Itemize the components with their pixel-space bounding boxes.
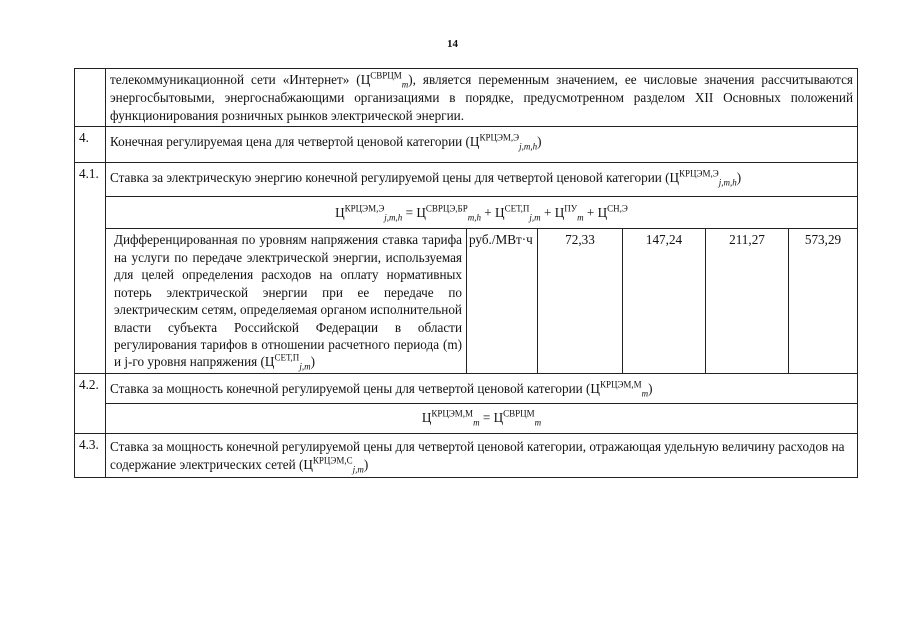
intro-sym-sub: m bbox=[401, 79, 409, 90]
formula-4-1: $Ц^{КРЦЭМ,Э}_{j,m,h} = Ц^{СВРЦЭ,БР}_{m,h} + Ц^{СЕТ,П}_{j,m} + Ц^{ПУ}_m + Ц^{СН,Э}$ bbox=[106, 197, 858, 229]
row-number-4-2: 4.2. bbox=[75, 373, 106, 433]
intro-text-cell bbox=[106, 69, 858, 127]
intro-text-before: телекоммуникационной сети «Интернет» (Ц bbox=[110, 72, 371, 87]
table-row-4 bbox=[75, 127, 858, 163]
row-number-4-3: 4.3. bbox=[75, 433, 106, 478]
value-cell-1: 72,33 bbox=[538, 229, 623, 373]
formula-4-2: $Ц^{КРЦЭМ,М}_m = Ц^{СВРЦМ}_m$ bbox=[106, 403, 858, 433]
intro-text-after: ), является переменным значением, ее числовые значения рассчитываются энергосбытовыми, энергоснабжающими организациями в порядке, предусмотренном разделом XII Основных положений функционирования розничных рынков электрической энергии. bbox=[110, 72, 853, 123]
table-row-4-2 bbox=[75, 373, 858, 403]
row-4-1-title: Ставка за электрическую энергию конечной регулируемой цены для четвертой ценовой категории $(Ц^{КРЦЭМ,Э}_{j,m,h})$ bbox=[106, 163, 858, 197]
value-cell-4: 573,29 bbox=[789, 229, 858, 373]
row-4-title: Конечная регулируемая цена для четвертой ценовой категории $(Ц^{КРЦЭМ,Э}_{j,m,h})$ bbox=[106, 127, 858, 163]
page-number: 14 bbox=[447, 38, 458, 50]
tariff-table bbox=[74, 68, 858, 478]
table-row-4-2-formula bbox=[75, 403, 858, 433]
table-row-4-1-values bbox=[75, 229, 858, 373]
row-4-3-title: Ставка за мощность конечной регулируемой цены для четвертой ценовой категории, отражающая удельную величину расходов на содержание электрических сетей $(Ц^{КРЦЭМ,С}_{j,m})$ bbox=[106, 433, 858, 478]
table-row-4-1 bbox=[75, 163, 858, 197]
table-row-4-3 bbox=[75, 433, 858, 478]
row-number-4-1: 4.1. bbox=[75, 163, 106, 373]
unit-cell: руб./МВт·ч bbox=[467, 229, 538, 373]
intro-sym-sup: СВРЦМ bbox=[370, 70, 402, 81]
row-number-4: 4. bbox=[75, 127, 106, 163]
row-4-2-title: Ставка за мощность конечной регулируемой цены для четвертой ценовой категории $(Ц^{КРЦЭМ,М}_m)$ bbox=[106, 373, 858, 403]
table-row-intro bbox=[75, 69, 858, 127]
table-row-4-1-formula bbox=[75, 197, 858, 229]
value-cell-3: 211,27 bbox=[706, 229, 789, 373]
row-number-empty bbox=[75, 69, 106, 127]
row-4-1-description: Дифференцированная по уровням напряжения ставка тарифа на услуги по передаче электрической энергии, используемая для целей определения расходов на оплату нормативных потерь электрической энергии при ее передаче по электрическим сетям, определяемая органом исполнительной власти субъекта Российской Федерации в области регулирования тарифов в отношении расчетного периода (m) и j-го уровня напряжения $(Ц^{СЕТ,П}_{j,m})$ bbox=[106, 229, 467, 373]
value-cell-2: 147,24 bbox=[623, 229, 706, 373]
